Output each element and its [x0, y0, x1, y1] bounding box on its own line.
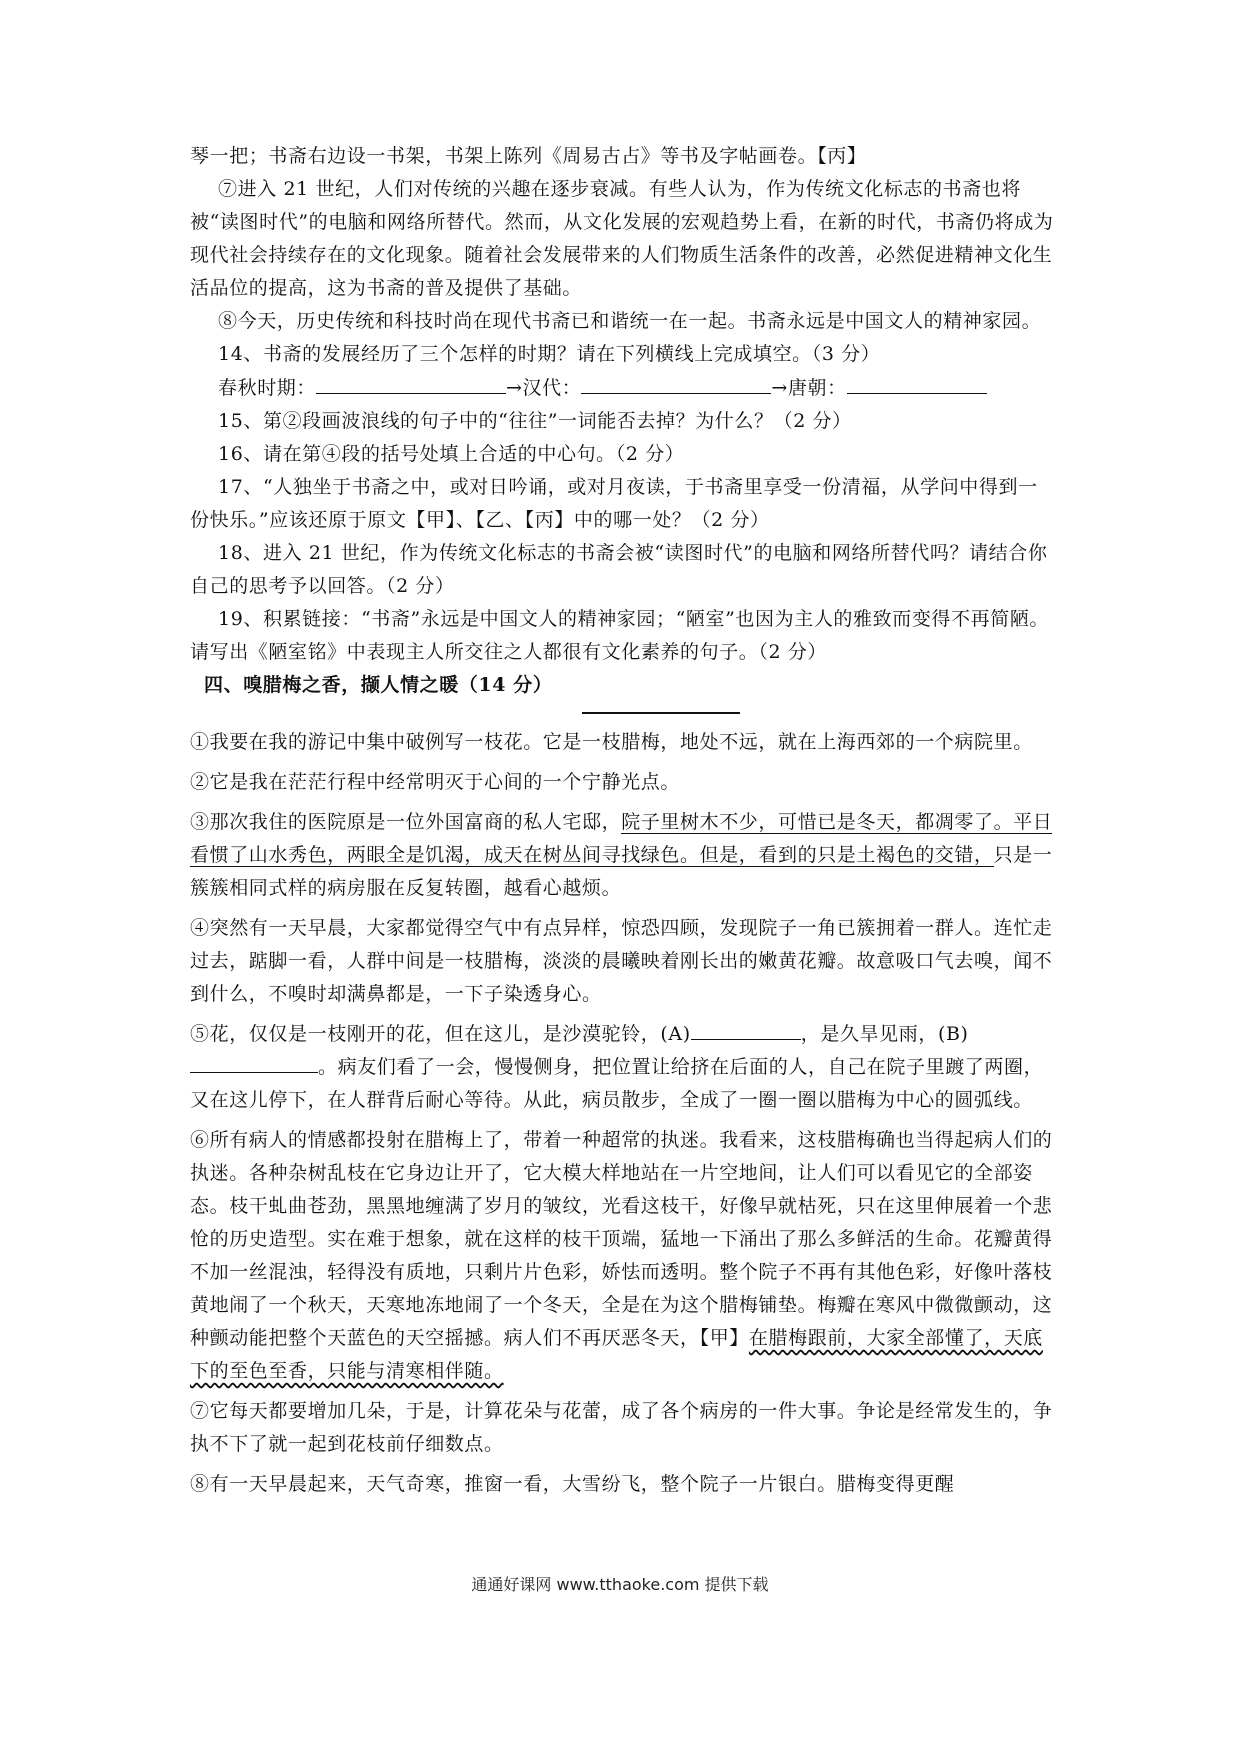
essay-title-blank[interactable] [582, 712, 740, 714]
essay-p3-underlined: 院子里树木不少，可惜已是冬天，都凋零了。平日看惯了山水秀色，两眼全是饥渴，成天在树丛间寻找绿色。但是，看到的只是土褐色的交错， [190, 811, 1053, 866]
essay-paragraph-5 [190, 1018, 1056, 1117]
question-14-fill-row [190, 371, 1056, 405]
reading-paragraph-8: ⑧今天，历史传统和科技时尚在现代书斋已和谐统一在一起。书斋永远是中国文人的精神家园。 [218, 310, 1042, 332]
answer-blank-chunqiu[interactable] [316, 371, 506, 394]
essay-paragraph-3 [190, 806, 1056, 905]
reading-paragraph-7: ⑦进入 21 世纪，人们对传统的兴趣在逐步衰减。有些人认为，作为传统文化标志的书斋也将被“读图时代”的电脑和网络所替代。然而，从文化发展的宏观趋势上看，在新的时代，书斋仍将成为现代社会持续存在的文化现象。随着社会发展带来的人们物质生活条件的改善，必然促进精神文化生活品位的提高，这为书斋的普及提供了基础。 [190, 178, 1054, 299]
fill-label-chunqiu: 春秋时期： [218, 377, 317, 399]
essay-p5-mid: ，是久旱见雨，(B) [800, 1023, 969, 1045]
question-18: 18、进入 21 世纪，作为传统文化标志的书斋会被“读图时代”的电脑和网络所替代吗？请结合你自己的思考予以回答。（2 分） [190, 542, 1048, 597]
essay-body [190, 726, 1056, 1501]
essay-p6-body: ⑥所有病人的情感都投射在腊梅上了，带着一种超常的执迷。我看来，这枝腊梅确也当得起病人们的执迷。各种杂树乱枝在它身边让开了，它大模大样地站在一片空地间，让人们可以看见它的全部姿态。枝干虬曲苍劲，黑黑地缠满了岁月的皱纹，光看这枝干，好像早就枯死，只在这里伸展着一个悲怆的历史造型。实在难于想象，就在这样的枝干顶端，猛地一下涌出了那么多鲜活的生命。花瓣黄得不加一丝混浊，轻得没有质地，只剩片片色彩，娇怯而透明。整个院子不再有其他色彩，好像叶落枝黄地闹了一个秋天，天寒地冻地闹了一个冬天，全是在为这个腊梅铺垫。梅瓣在寒风中微微颤动，这种颤动能把整个天蓝色的天空摇撼。病人们不再厌恶冬天，【甲】 [190, 1129, 1053, 1349]
fill-label-tangchao: →唐朝： [771, 377, 847, 399]
essay-p5-lead: ⑤花，仅仅是一枝刚开的花，但在这儿，是沙漠驼铃，(A) [190, 1023, 691, 1045]
section-4-title: 四、嗅腊梅之香，撷人情之暖（14 分） [204, 674, 553, 696]
page-content [190, 140, 1056, 1508]
essay-paragraph-8: ⑧有一天早晨起来，天气奇寒，推窗一看，大雪纷飞，整个院子一片银白。腊梅变得更醒 [190, 1473, 955, 1495]
essay-paragraph-7: ⑦它每天都要增加几朵，于是，计算花朵与花蕾，成了各个病房的一件大事。争论是经常发生的，争执不下了就一起到花枝前仔细数点。 [190, 1400, 1053, 1455]
question-17: 17、“人独坐于书斋之中，或对日吟诵，或对月夜读，于书斋里享受一份清福，从学问中得到一份快乐。”应该还原于原文【甲】、【乙、【丙】中的哪一处？（2 分） [190, 476, 1038, 531]
question-16: 16、请在第④段的括号处填上合适的中心句。（2 分） [218, 443, 685, 465]
essay-paragraph-2: ②它是我在茫茫行程中经常明灭于心间的一个宁静光点。 [190, 771, 681, 793]
page-footer: 通通好课网 www.tthaoke.com 提供下载 [471, 1575, 769, 1594]
essay-paragraph-6 [190, 1124, 1056, 1388]
essay-p6-wavy-sentence: 在腊梅跟前，大家全部懂了，天底下的至色至香，只能与清寒相伴随。 [190, 1327, 1043, 1382]
answer-blank-a[interactable] [691, 1019, 801, 1040]
question-14: 14、书斋的发展经历了三个怎样的时期？请在下列横线上完成填空。（3 分） [218, 343, 881, 365]
essay-p3-lead: ③那次我住的医院原是一位外国富商的私人宅邸， [190, 811, 622, 833]
essay-paragraph-4: ④突然有一天早晨，大家都觉得空气中有点异样，惊恐四顾，发现院子一角已簇拥着一群人。连忙走过去，踮脚一看，人群中间是一枝腊梅，淡淡的晨曦映着刚长出的嫩黄花瓣。故意吸口气去嗅，闻不到什么，不嗅时却满鼻都是，一下子染透身心。 [190, 917, 1053, 1005]
answer-blank-tangchao[interactable] [847, 371, 987, 394]
essay-p3-tail: 只是一簇簇相同式样的病房服在反复转圈，越看心越烦。 [190, 844, 1053, 899]
fill-label-handai: →汉代： [506, 377, 582, 399]
question-15: 15、第②段画波浪线的句子中的“往往”一词能否去掉？为什么？（2 分） [218, 410, 852, 432]
essay-p5-tail: 。病友们看了一会，慢慢侧身，把位置让给挤在后面的人，自己在院子里踱了两圈，又在这儿停下，在人群背后耐心等待。从此，病员散步，全成了一圈一圈以腊梅为中心的圆弧线。 [190, 1056, 1044, 1111]
essay-paragraph-1: ①我要在我的游记中集中破例写一枝花。它是一枝腊梅，地处不远，就在上海西郊的一个病院里。 [190, 731, 1033, 753]
answer-blank-handai[interactable] [581, 371, 771, 394]
answer-blank-b[interactable] [190, 1052, 318, 1073]
question-19: 19、积累链接：“书斋”永远是中国文人的精神家园；“陋室”也因为主人的雅致而变得不再简陋。请写出《陋室铭》中表现主人所交往之人都很有文化素养的句子。（2 分） [190, 608, 1050, 663]
reading-paragraph-continued: 琴一把；书斋右边设一书架，书架上陈列《周易古占》等书及字帖画卷。【丙】 [190, 145, 867, 167]
